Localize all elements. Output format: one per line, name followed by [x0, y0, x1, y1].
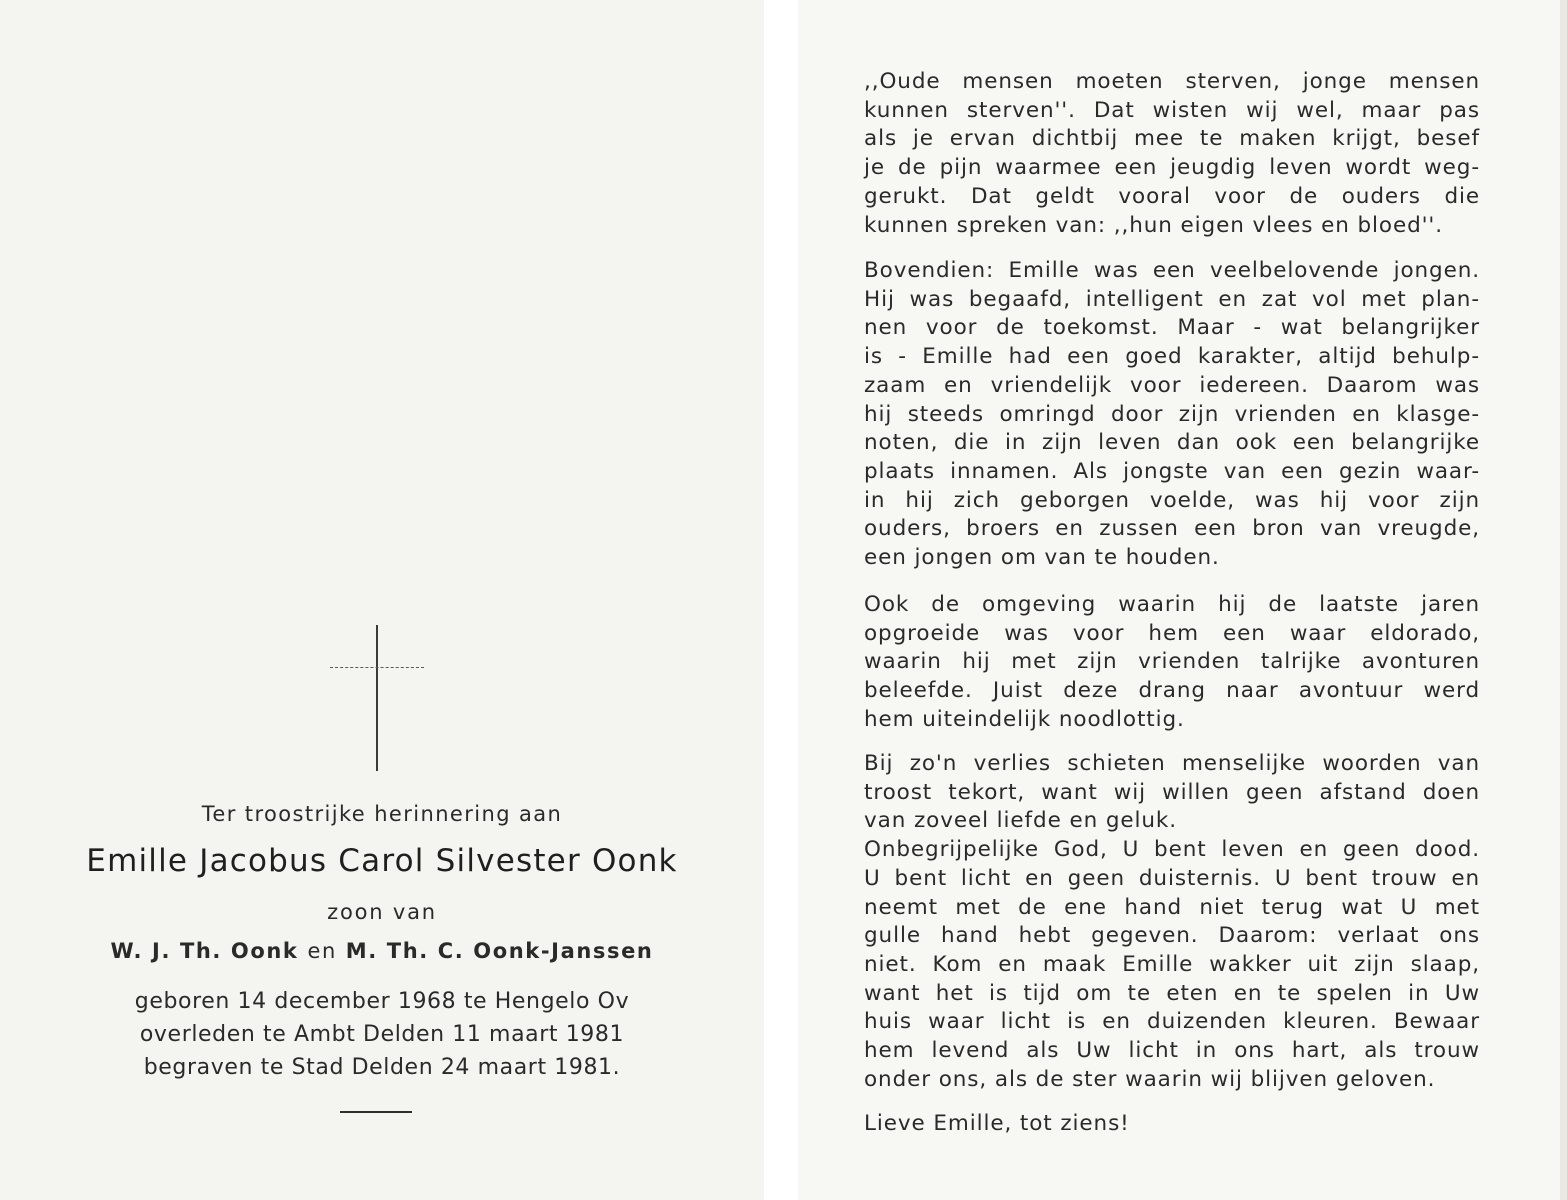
text-line: gulle hand hebt gegeven. Daarom: verlaat ons [864, 923, 1480, 949]
paragraph-1 [864, 68, 1480, 240]
text-line: onder ons, als de ster waarin wij blijven geloven. [864, 1066, 1436, 1092]
text-line: opgroeide was voor hem een waar eldorado, [864, 620, 1480, 646]
text-line: kunnen sterven''. Dat wisten wij wel, maar pas [864, 97, 1480, 123]
text-line: van zoveel liefde en geluk. [864, 808, 1177, 834]
text-line: nen voor de toekomst. Maar - wat belangrijker [864, 315, 1480, 341]
parents-line [0, 939, 764, 963]
text-line: U bent licht en geen duisternis. U bent trouw en [864, 865, 1480, 891]
closing-divider [340, 1111, 412, 1113]
remembrance-intro: Ter troostrijke herinnering aan [201, 802, 563, 826]
life-dates [0, 985, 764, 1084]
text-line: je de pijn waarmee een jeugdig leven wordt weg- [864, 155, 1480, 181]
paragraph-3 [864, 591, 1480, 735]
text-line: want het is tijd om te eten en te spelen in Uw [864, 980, 1480, 1006]
text-line: hem levend als Uw licht in ons hart, als trouw [864, 1038, 1480, 1064]
parents-conjunction: en [307, 939, 337, 963]
text-line: troost tekort, want wij willen geen afstand doen [864, 779, 1480, 805]
text-line: in hij zich geborgen voelde, was hij voor zijn [864, 487, 1480, 513]
mother-name: M. Th. C. Oonk-Janssen [345, 939, 654, 963]
text-line: hij steeds omringd door zijn vrienden en klasge- [864, 401, 1480, 427]
text-line: ,,Oude mensen moeten sterven, jonge mensen [864, 69, 1480, 94]
text-line: beleefde. Juist deze drang naar avontuur werd [864, 678, 1480, 704]
text-line: Onbegrijpelijke God, U bent leven en geen dood. [864, 837, 1480, 863]
text-line: niet. Kom en maak Emille wakker uit zijn slaap, [864, 951, 1480, 977]
cross-icon [330, 625, 424, 771]
text-line: kunnen spreken van: ,,hun eigen vlees en bloed''. [864, 212, 1443, 238]
text-line: Bovendien: Emille was een veelbelovende jongen. [864, 258, 1480, 283]
text-line: neemt met de ene hand niet terug wat U met [864, 894, 1480, 920]
text-line: gerukt. Dat geldt vooral voor de ouders die [864, 183, 1480, 209]
left-card-panel [0, 0, 764, 1200]
page-edge [1560, 0, 1567, 1200]
text-line: ouders, broers en zussen een bron van vreugde, [864, 516, 1480, 542]
text-line: plaats innamen. Als jongste van een gezin waar- [864, 458, 1480, 484]
text-line: als je ervan dichtbij mee te maken krijgt, besef [864, 126, 1480, 152]
birth-line: geboren 14 december 1968 te Hengelo Ov [134, 989, 630, 1014]
text-line: waarin hij met zijn vrienden talrijke avonturen [864, 649, 1480, 675]
paragraph-4 [864, 750, 1480, 1094]
text-line: Hij was begaafd, intelligent en zat vol met plan- [864, 286, 1480, 312]
text-line: Lieve Emille, tot ziens! [864, 1111, 1130, 1136]
text-line: huis waar licht is en duizenden kleuren. Bewaar [864, 1009, 1480, 1035]
text-line: noten, die in zijn leven dan ook een belangrijke [864, 430, 1480, 456]
text-line: een jongen om van te houden. [864, 545, 1220, 571]
card-gap [764, 0, 798, 1200]
text-line: zaam en vriendelijk voor iedereen. Daarom was [864, 372, 1480, 398]
text-line: Bij zo'n verlies schieten menselijke woorden van [864, 751, 1480, 776]
text-line: is - Emille had een goed karakter, altijd behulp- [864, 344, 1480, 370]
son-of-label: zoon van [327, 900, 437, 924]
text-line: hem uiteindelijk noodlottig. [864, 706, 1185, 732]
text-line: Ook de omgeving waarin hij de laatste jaren [864, 592, 1480, 617]
deceased-name: Emille Jacobus Carol Silvester Oonk [86, 843, 678, 879]
father-name: W. J. Th. Oonk [110, 939, 299, 963]
paragraph-5 [864, 1110, 1480, 1139]
death-line: overleden te Ambt Delden 11 maart 1981 [139, 1022, 625, 1047]
paragraph-2 [864, 257, 1480, 573]
burial-line: begraven te Stad Delden 24 maart 1981. [143, 1055, 621, 1080]
